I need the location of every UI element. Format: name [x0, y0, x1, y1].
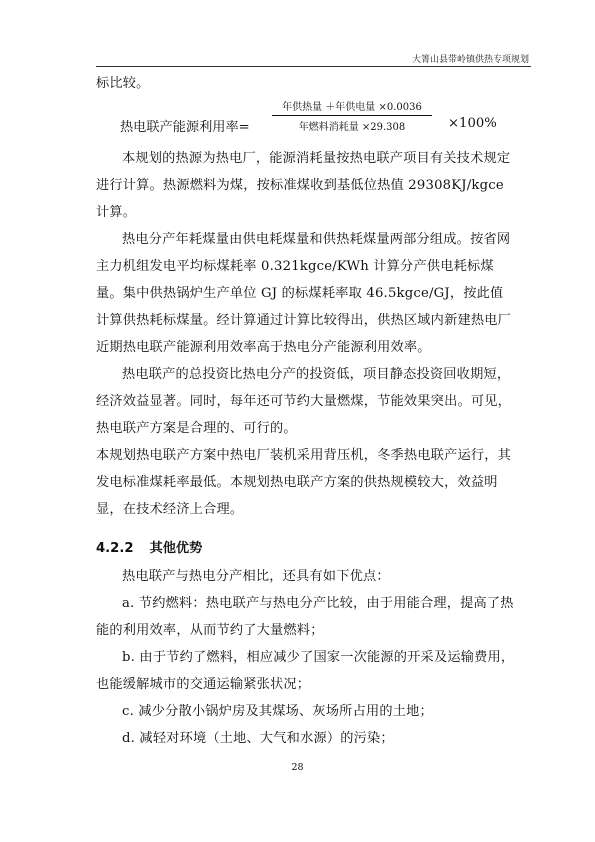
page-number: 28	[291, 762, 304, 773]
header-divider	[96, 66, 531, 67]
formula-multiplier: ×100%	[448, 116, 497, 131]
section-title: 其他优势	[149, 541, 203, 556]
section-intro: 热电联产与热电分产相比，还具有如下优点：	[122, 569, 390, 584]
lead-text: 标比较。	[96, 76, 150, 91]
list-item: b. 由于节约了燃料，相应减少了国家一次能源的开采及运输费用，也能缓解城市的交通运输紧张状况；	[96, 650, 515, 692]
list-item: d. 减轻对环境（土地、大气和水源）的污染；	[122, 731, 394, 746]
list-item: c. 减少分散小锅炉房及其煤场、灰场所占用的土地；	[122, 704, 433, 719]
formula-denominator: 年燃料消耗量 ×29.308	[298, 122, 406, 133]
header-title: 大箐山县带岭镇供热专项规划	[411, 55, 529, 65]
paragraph: 热电分产年耗煤量由供电耗煤量和供热耗煤量两部分组成。按省网主力机组发电平均标煤耗率 0.321kgce/KWh 计算分产供电耗标煤量。集中供热锅炉生产单位 GJ 的标煤耗率取 46.5kgce/GJ，按此值计算供热耗标煤量。经计算通过计算比较得出，供热区域内新建热电厂近期热电联产能源利用效率高于热电分产能源利用效率。	[96, 232, 512, 355]
paragraph: 本规划热电联产方案中热电厂装机采用背压机，冬季热电联产运行，其发电标准煤耗率最低。本规划热电联产方案的供热规模较大，效益明显，在技术经济上合理。	[96, 448, 512, 517]
paragraph: 本规划的热源为热电厂，能源消耗量按热电联产项目有关技术规定进行计算。热源燃料为煤，按标准煤收到基低位热值 29308KJ/kgce 计算。	[96, 151, 511, 220]
list-item: a. 节约燃料：热电联产与热电分产比较，由于用能合理，提高了热能的利用效率，从而节约了大量燃料；	[96, 596, 514, 638]
formula-numerator: 年供热量 ＋年供电量 ×0.0036	[272, 98, 432, 116]
formula-fraction	[272, 98, 432, 133]
formula-label: 热电联产能源利用率=	[120, 120, 250, 135]
section-number: 4.2.2	[96, 541, 134, 556]
paragraph: 热电联产的总投资比热电分产的投资低，项目静态投资回收期短，经济效益显著。同时，每年还可节约大量燃煤，节能效果突出。可见，热电联产方案是合理的、可行的。	[96, 367, 512, 436]
section-heading	[96, 537, 202, 556]
